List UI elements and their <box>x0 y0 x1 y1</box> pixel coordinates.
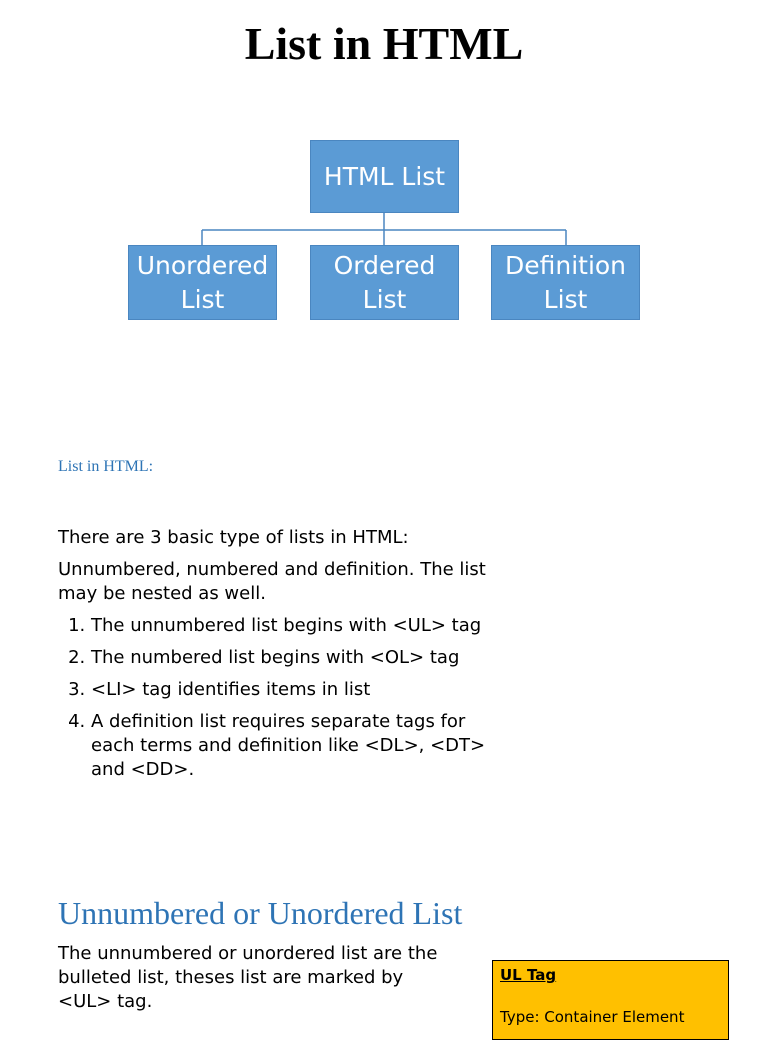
intro-paragraph-1: There are 3 basic type of lists in HTML: <box>58 527 409 548</box>
node-definition-list-label: Definition List <box>504 250 627 314</box>
list-types-diagram <box>0 0 768 340</box>
list-item: 1. The unnumbered list begins with <UL> tag <box>91 614 498 638</box>
unordered-section-heading: Unnumbered or Unordered List <box>58 895 463 931</box>
intro-heading: List in HTML: <box>58 458 154 475</box>
page-title: List in HTML <box>244 18 524 69</box>
list-item: 3. <LI> tag identifies items in list <box>91 678 498 702</box>
list-item: 2. The numbered list begins with <OL> tag <box>91 646 498 670</box>
unordered-section-text: The unnumbered or unordered list are the bulleted list, theses list are marked by <UL> tag. <box>58 943 438 1012</box>
node-definition-list <box>491 245 640 320</box>
node-ordered-list-label: Ordered List <box>333 250 436 314</box>
ul-tag-box-type: Type: Container Element <box>500 1008 685 1026</box>
list-types-ordered-list <box>58 614 498 782</box>
ul-tag-box-title: UL Tag <box>500 966 557 984</box>
intro-paragraph-2: Unnumbered, numbered and definition. The list may be nested as well. <box>58 559 486 604</box>
node-html-list <box>310 140 459 213</box>
ul-tag-box <box>492 960 729 1040</box>
node-unordered-list <box>128 245 277 320</box>
node-unordered-list-label: Unordered List <box>136 250 269 314</box>
node-html-list-label: HTML List <box>323 161 446 191</box>
node-ordered-list <box>310 245 459 320</box>
intro-body <box>58 526 498 790</box>
list-item: 4. A definition list requires separate tags for each terms and definition like <DL>, <DT> and <DD>. <box>91 710 498 782</box>
